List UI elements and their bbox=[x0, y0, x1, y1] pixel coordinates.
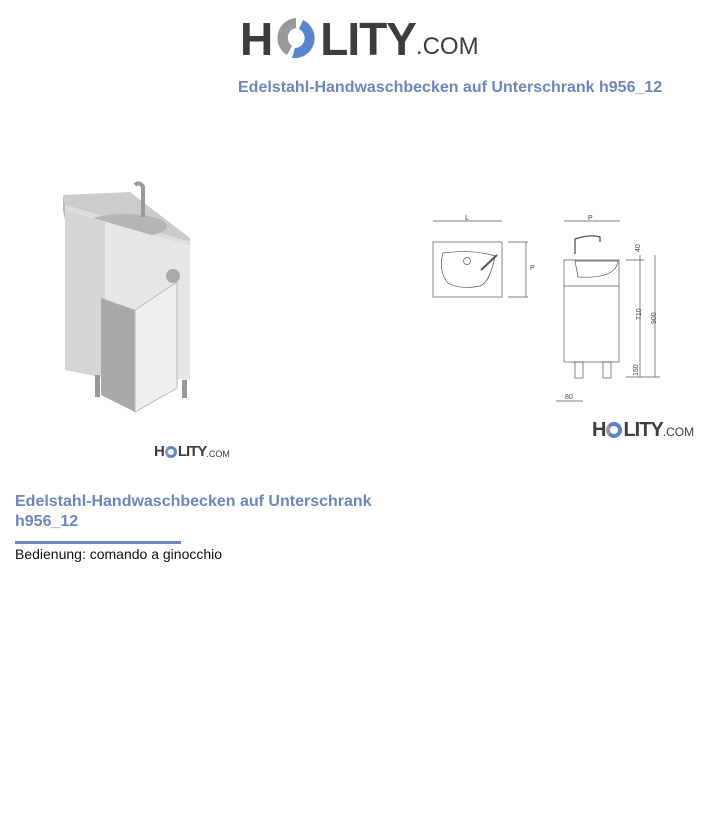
technical-drawing bbox=[420, 200, 720, 410]
logo-text-lity: LITY bbox=[320, 13, 416, 65]
logo-text-h: H bbox=[240, 13, 273, 65]
dim-depth-label: P bbox=[588, 215, 593, 222]
product-title bbox=[15, 492, 415, 532]
dim-width-label: L bbox=[465, 215, 469, 222]
dim-depth-label-side: P bbox=[530, 265, 535, 272]
dim-150: 150 bbox=[633, 364, 640, 376]
logo-text-com: .COM bbox=[415, 33, 479, 60]
logo-text-lity: LITY bbox=[623, 419, 663, 441]
holity-logo-drawing bbox=[592, 420, 694, 440]
product-title-line2: h956_12 bbox=[15, 513, 79, 530]
logo-text-com: .COM bbox=[662, 425, 695, 439]
dim-40: 40 bbox=[635, 244, 642, 252]
dim-900: 900 bbox=[651, 312, 658, 324]
holity-logo bbox=[240, 13, 479, 65]
dim-710: 710 bbox=[636, 308, 643, 320]
logo-ring-icon bbox=[165, 446, 177, 458]
product-spec: Bedienung: comando a ginocchio bbox=[15, 546, 223, 562]
product-image bbox=[55, 180, 200, 415]
page-title: Edelstahl-Handwaschbecken auf Unterschrank h956_12 bbox=[238, 79, 663, 96]
dim-80: 80 bbox=[565, 394, 573, 401]
title-divider bbox=[15, 541, 181, 544]
logo-text-com: .COM bbox=[206, 449, 230, 459]
holity-logo-small bbox=[154, 444, 230, 460]
product-title-line1: Edelstahl-Handwaschbecken auf Unterschrank bbox=[15, 493, 372, 510]
logo-ring-icon bbox=[606, 422, 622, 438]
logo-text-h: H bbox=[592, 419, 606, 441]
logo-ring-icon bbox=[273, 14, 319, 62]
logo-text-h: H bbox=[154, 443, 164, 460]
logo-text-lity: LITY bbox=[177, 443, 207, 460]
